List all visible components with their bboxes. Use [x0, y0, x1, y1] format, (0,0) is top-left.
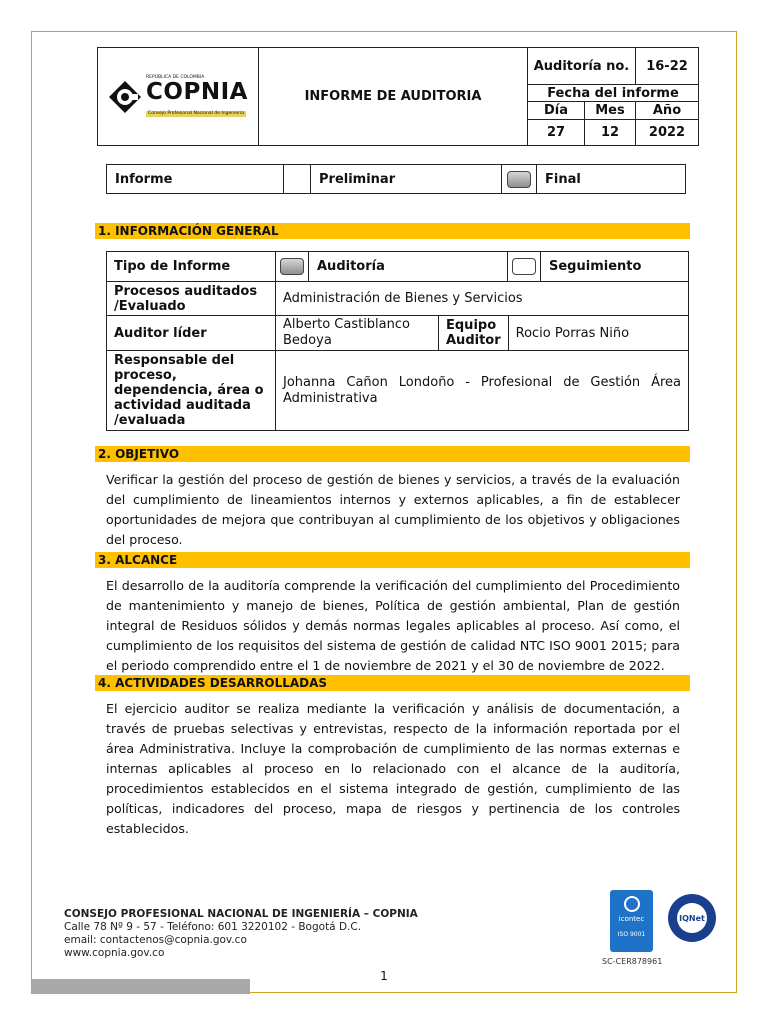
auditoria-checkbox-cell[interactable] — [276, 252, 309, 281]
auditoria-label: Auditoría — [309, 252, 508, 281]
section-objetivo: 2. OBJETIVO — [95, 446, 690, 462]
logo-tagline: Consejo Profesional Nacional de Ingeniería — [148, 111, 244, 116]
day-label: Día — [528, 102, 585, 120]
preliminar-label: Preliminar — [311, 165, 502, 194]
section-informacion-general: 1. INFORMACIÓN GENERAL — [95, 223, 690, 239]
objetivo-text: Verificar la gestión del proceso de gestión de bienes y servicios, a través de la evaluación del cumplimiento de lineamientos internos y externos aplicables, a fin de establecer oportunidades de mejora que contribuyan al cumplimiento de los objetivos y obligaciones del proceso. — [106, 472, 680, 547]
footer-gray-bar — [31, 979, 250, 994]
logo-name: COPNIA — [146, 79, 248, 105]
informe-type-table — [106, 164, 686, 194]
actividades-text: El ejercicio auditor se realiza mediante la verificación y análisis de documentación, a través de pruebas selectivas y entrevistas, respecto de la información reportada por el área Administrativa. Incluye la comprobación de cumplimiento de las normas externas e internas aplicables al proceso en lo relacionado con el alcance de la auditoría, procedimientos establecidos en el sistema integrado de gestión, cumplimiento de las políticas, indicadores del proceso, mapa de riesgos y pertinencia de los controles establecidos. — [106, 701, 680, 836]
seguimiento-checkbox-cell[interactable] — [508, 252, 541, 281]
audit-no-value: 16-22 — [636, 48, 699, 85]
copnia-emblem-icon — [108, 80, 142, 114]
equipo-auditor-value: Rocio Porras Niño — [508, 316, 688, 351]
audit-no-label: Auditoría no. — [528, 48, 636, 85]
icontec-iso: ISO 9001 — [617, 931, 646, 938]
day-value: 27 — [528, 120, 585, 146]
icontec-brand: icontec — [618, 915, 645, 923]
procesos-label: Procesos auditados /Evaluado — [107, 282, 276, 316]
responsable-value: Johanna Cañon Londoño - Profesional de Gestión Área Administrativa — [276, 351, 689, 431]
logo-top-text: REPÚBLICA DE COLOMBIA — [146, 75, 205, 80]
tipo-informe-label: Tipo de Informe — [107, 252, 276, 282]
footer-web[interactable]: www.copnia.gov.co — [64, 947, 165, 959]
final-checkbox-cell[interactable] — [502, 165, 537, 194]
seguimiento-checkbox[interactable] — [512, 258, 536, 275]
header-table — [97, 47, 699, 146]
informe-label: Informe — [107, 165, 284, 194]
equipo-auditor-label: Equipo Auditor — [439, 316, 509, 351]
preliminar-checkbox-cell[interactable] — [284, 165, 311, 194]
copnia-logo — [98, 75, 258, 118]
auditoria-checkbox[interactable] — [280, 258, 304, 275]
logo-cell — [98, 48, 259, 146]
general-info-table — [106, 251, 689, 431]
seguimiento-label: Seguimiento — [549, 259, 642, 274]
footer-email[interactable]: email: contactenos@copnia.gov.co — [64, 934, 247, 946]
final-checkbox[interactable] — [507, 171, 531, 188]
footer-contact — [64, 908, 418, 960]
auditor-lider-label: Auditor líder — [107, 316, 276, 351]
page-number: 1 — [380, 969, 388, 983]
section-alcance: 3. ALCANCE — [95, 552, 690, 568]
alcance-text: El desarrollo de la auditoría comprende la verificación del cumplimiento del Procedimiento de mantenimiento y manejo de bienes, Política de gestión ambiental, Plan de gestión integral de Residuos sólidos y demás normas legales aplicables al proceso. Así como, el cumplimiento de los requisitos del sistema de gestión de calidad NTC ISO 9001 2015; para el periodo comprendido entre el 1 de noviembre de 2021 y el 30 de noviembre de 2022. — [106, 578, 680, 673]
certificate-code: SC-CER878961 — [602, 957, 663, 966]
footer-org: CONSEJO PROFESIONAL NACIONAL DE INGENIERÍA – COPNIA — [64, 908, 418, 920]
iqnet-certification-badge — [668, 894, 716, 942]
date-label: Fecha del informe — [528, 85, 699, 102]
year-label: Año — [636, 102, 699, 120]
auditor-lider-value: Alberto Castiblanco Bedoya — [276, 316, 439, 351]
iqnet-label: IQNet — [677, 903, 707, 933]
icontec-ring-icon — [624, 896, 640, 912]
year-value: 2022 — [636, 120, 699, 146]
month-value: 12 — [585, 120, 636, 146]
tipo-informe-options — [276, 252, 689, 282]
document-title: INFORME DE AUDITORIA — [259, 48, 528, 146]
month-label: Mes — [585, 102, 636, 120]
procesos-value: Administración de Bienes y Servicios — [276, 282, 689, 316]
icontec-certification-badge — [610, 890, 653, 952]
footer-address: Calle 78 Nº 9 - 57 - Teléfono: 601 3220102 - Bogotá D.C. — [64, 921, 362, 933]
section-actividades: 4. ACTIVIDADES DESARROLLADAS — [95, 675, 690, 691]
final-label: Final — [537, 165, 686, 194]
responsable-label: Responsable del proceso, dependencia, área o actividad auditada /evaluada — [107, 351, 276, 431]
